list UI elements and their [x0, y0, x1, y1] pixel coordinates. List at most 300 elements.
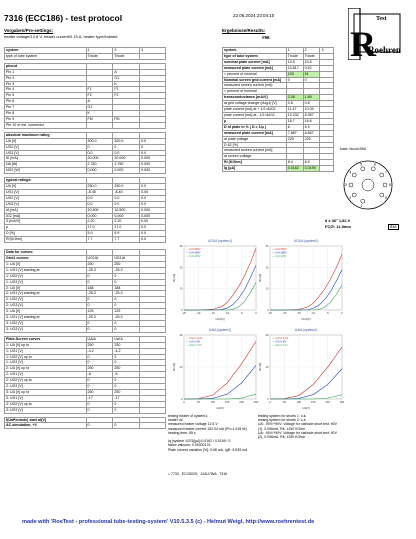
table-cell: 250: [86, 342, 113, 348]
table-cell: 0.0: [140, 201, 166, 207]
table-cell: 3: UG2 [V]: [5, 320, 87, 326]
table-cell: 0.00: [140, 189, 166, 195]
table-cell: pinout: [5, 63, 87, 69]
table-cell: D of plate in % ( D = 1/µ ): [223, 124, 287, 130]
table-cell: Pin 5: [5, 93, 87, 99]
footer-credit: made with 'RoeTest - professional tube-testing-system' V10.5.3.5 (c) - Helmut Weigl, http://www.roehrentest.de: [22, 519, 315, 525]
x-tick-label: -20: [196, 312, 201, 315]
table-cell: UG1 [V]: [5, 150, 87, 156]
table-cell: plate current [mA] at - 1/2 dUG1: [223, 112, 287, 118]
base-pin: [383, 183, 387, 187]
table-cell: 0: [113, 354, 140, 360]
test-datetime: 22.06.2024 23:04:10: [233, 13, 275, 18]
x-axis-label: UA[V]: [216, 406, 224, 410]
x-tick-label: 100: [296, 401, 301, 404]
y-tick-label: 20: [265, 334, 269, 337]
base-pin: [380, 173, 384, 177]
table-cell: 225: [286, 136, 303, 142]
table-cell: 16.8: [303, 118, 320, 124]
table-cell: 3: UG1 [V]: [5, 395, 87, 401]
table-cell: transconductance [mA/V]: [223, 95, 287, 101]
table-cell: at grid voltage change (dUg1) [V]: [223, 101, 287, 107]
table-cell: 3: UG3 [V]: [5, 326, 87, 332]
table-cell: Pin 4: [5, 87, 87, 93]
table-cell: 0.8: [286, 101, 303, 107]
table-cell: 5.9: [303, 124, 320, 130]
x-tick-label: -15: [210, 312, 215, 315]
table-cell: 17.0: [113, 225, 140, 231]
table-cell: UG1IA: [86, 256, 113, 262]
table-cell: -25.3: [86, 267, 113, 273]
table-cell: 0: [113, 279, 140, 285]
table-cell: measured plate current [mA]: [223, 65, 287, 71]
plot-title: UG1IA (system1): [207, 239, 233, 243]
table-cell: 0.00: [140, 219, 166, 225]
table-cell: 0.0162: [286, 166, 303, 172]
table-cell: 0: [86, 384, 113, 390]
table-cell: 250: [113, 342, 140, 348]
x-tick-label: 200: [239, 401, 244, 404]
table-cell: 2: [303, 48, 320, 54]
table-cell: D [%]: [5, 231, 87, 237]
table-cell: 0: [303, 77, 320, 83]
table-cell: A: [113, 69, 140, 75]
y-tick-label: 0: [267, 309, 269, 312]
table-cell: 0.0199: [303, 166, 320, 172]
legend-entry: — UA=250V: [272, 248, 287, 251]
legend-entry: — UA=250V: [186, 248, 201, 251]
table-row: [223, 166, 334, 172]
table-cell: plate current [mA] at + 1/2 dUG1: [223, 107, 287, 113]
table-cell: f(UaPentode) start at[V]: [5, 417, 87, 423]
x-axis-label: UG1[V]: [215, 317, 225, 321]
table-cell: 0: [86, 279, 113, 285]
table-cell: 188: [113, 285, 140, 291]
table-cell: Pin 3: [5, 81, 87, 87]
tube-diameter-text: FC∅: 11,9mm: [325, 224, 351, 229]
table-cell: 125: [113, 309, 140, 315]
base-pin-label: 8: [389, 183, 391, 188]
table-cell: 0: [140, 144, 166, 150]
x-tick-label: 0: [269, 401, 271, 404]
table-cell: Triode: [303, 53, 320, 59]
y-tick-label: 0: [267, 398, 269, 401]
y-tick-label: 20: [179, 334, 183, 337]
table-cell: 0: [113, 423, 140, 429]
table-cell: 2: UG1 [V]: [5, 372, 87, 378]
table-cell: S [mA/V]: [5, 219, 87, 225]
table-cell: 0: [113, 326, 140, 332]
table-cell: Grid1 curves:: [5, 256, 87, 262]
table-cell: 0: [86, 144, 113, 150]
table-cell: 2: UG3 [V]: [5, 303, 87, 309]
table-cell: 8.957: [303, 112, 320, 118]
base-pin-label: 5: [360, 162, 363, 167]
table-cell: 0: [86, 401, 113, 407]
table-cell: absolute maximum rating: [5, 132, 87, 138]
table-cell: F2: [113, 93, 140, 99]
table-cell: -17: [113, 395, 140, 401]
table-cell: UA [V]: [5, 138, 87, 144]
table-cell: -8: [86, 372, 113, 378]
table-cell: 0.000: [140, 156, 166, 162]
table-cell: 0: [113, 401, 140, 407]
base-pin-label: 1: [360, 204, 363, 209]
table-cell: 0: [86, 378, 113, 384]
x-tick-label: -5: [240, 312, 243, 315]
table-cell: [140, 423, 166, 429]
table-cell: NG2 [W]: [5, 168, 87, 174]
table-cell: 5.9: [86, 231, 113, 237]
table-cell: < percent of nominal: [223, 89, 287, 95]
table-cell: 0.8: [303, 101, 320, 107]
table-cell: FM: [113, 116, 140, 122]
plate-curve-plot-system2: [258, 325, 346, 411]
table-cell: 1: UG1 [V] starting at: [5, 267, 87, 273]
table-cell: 250: [86, 389, 113, 395]
table-cell: 0: [113, 273, 140, 279]
table-cell: < percent of nominal: [223, 71, 287, 77]
y-tick-label: 0: [181, 309, 183, 312]
table-cell: 0: [86, 360, 113, 366]
table-cell: 0.0: [140, 231, 166, 237]
table-cell: UG1 [V]: [5, 189, 87, 195]
table-cell: 0.0: [86, 150, 113, 156]
table-cell: system: [223, 48, 287, 54]
table-cell: 10.09: [303, 107, 320, 113]
table-cell: 0: [113, 320, 140, 326]
base-pin-label: 4: [349, 170, 352, 175]
equivalents: = 7730, ECC802S, 12AU7WA, 7316: [168, 472, 228, 476]
legend-entry: — UG1=-8V: [272, 340, 287, 344]
table-cell: UG1IA: [113, 256, 140, 262]
table-cell: 16.7: [286, 118, 303, 124]
table-cell: D 62 [%]: [223, 142, 287, 148]
y-axis-label: IA[mA]: [172, 362, 176, 372]
table-cell: UAIA: [86, 336, 113, 342]
x-tick-label: -20: [282, 312, 287, 315]
y-tick-label: 30: [265, 245, 269, 248]
table-cell: K: [113, 81, 140, 87]
table-cell: 125: [86, 309, 113, 315]
table-cell: at screen voltage: [223, 154, 287, 160]
base-label: base: Noval B9A: [340, 147, 367, 151]
table-cell: 2.06: [286, 95, 303, 101]
table-cell: 2.750: [86, 162, 113, 168]
base-badge: B9A: [390, 225, 397, 229]
table-cell: 1: [286, 48, 303, 54]
table-cell: 20.000: [113, 156, 140, 162]
y-tick-label: 20: [179, 266, 183, 270]
table-cell: system: [5, 48, 87, 54]
table-cell: Plate-Screen curves: [5, 336, 87, 342]
table-cell: 91: [303, 71, 320, 77]
table-cell: 1: UG3 [V]: [5, 279, 87, 285]
y-tick-label: 10: [179, 366, 183, 369]
x-tick-label: 150: [311, 401, 316, 404]
table-row: [5, 423, 166, 429]
table-cell: 2: UA [V]: [5, 285, 87, 291]
presettings-label: Vorgaben/Pre-settings:: [4, 28, 54, 33]
table-cell: 3: UA [V]: [5, 309, 87, 315]
table-cell: 0: [113, 303, 140, 309]
table-cell: 250.0: [113, 184, 140, 190]
y-tick-label: 10: [179, 287, 183, 291]
table-cell: -25.3: [113, 291, 140, 297]
table-cell: 0.0: [113, 150, 140, 156]
table-cell: 3: UA [V] up to: [5, 389, 87, 395]
table-cell: 2: UG2 [V]: [5, 297, 87, 303]
x-tick-label: -25: [268, 312, 272, 315]
base-pin: [352, 173, 356, 177]
table-cell: 5.9: [113, 231, 140, 237]
table-cell: 1.89: [303, 95, 320, 101]
table-cell: Pin 10 or ext. connector: [5, 122, 87, 128]
table-cell: 250: [86, 366, 113, 372]
table-cell: Pin 9: [5, 116, 87, 122]
table-cell: 0.0: [140, 195, 166, 201]
table-cell: 17.0: [86, 225, 113, 231]
base-pin: [352, 193, 356, 197]
roehrentest-logo: [348, 8, 408, 60]
table-cell: 0.000: [86, 168, 113, 174]
table-cell: 1: UG3 [V]: [5, 360, 87, 366]
y-axis-label: IA[mA]: [258, 362, 262, 372]
table-cell: 2: UG3 [V]: [5, 384, 87, 390]
table-cell: 0: [86, 320, 113, 326]
base-pin: [349, 183, 353, 187]
table-cell: Triode: [86, 53, 113, 59]
table-cell: IG2 [mA]: [5, 213, 87, 219]
table-cell: 300.0: [86, 138, 113, 144]
heater-settings: heater voltage/12.6 V, heater current/0.15 A, heater type/indirekt: [4, 34, 118, 39]
table-cell: 0.0: [86, 201, 113, 207]
table-cell: 8.4: [286, 160, 303, 166]
table-cell: 0: [113, 378, 140, 384]
table-cell: 2: UG2 [V] up to: [5, 378, 87, 384]
table-cell: Nominal screen grid current [mA]: [223, 77, 287, 83]
x-tick-label: -25: [182, 312, 186, 315]
table-cell: 10.817: [286, 65, 303, 71]
table-cell: -25.3: [86, 315, 113, 321]
table-cell: 0.0: [140, 184, 166, 190]
table-cell: 0: [86, 354, 113, 360]
results-label: Ergebnisse/Results:: [222, 28, 266, 33]
plate-curve-plot-system1: [172, 325, 260, 411]
legend-entry: — UG1=-4.2V: [186, 337, 203, 340]
grid-curve-plot-system1: [172, 236, 260, 322]
table-cell: Pin 7: [5, 105, 87, 111]
table-cell: F1: [86, 87, 113, 93]
table-cell: -4.2: [86, 348, 113, 354]
table-cell: 103: [286, 71, 303, 77]
table-cell: 7.7: [113, 237, 140, 243]
table-cell: 250: [113, 261, 140, 267]
table-cell: -25.3: [113, 267, 140, 273]
x-tick-label: 250: [253, 401, 259, 404]
table-cell: 10.5: [286, 59, 303, 65]
table-cell: 225: [303, 136, 320, 142]
table-cell: Pin 6: [5, 99, 87, 105]
y-tick-label: 20: [265, 266, 269, 270]
heater-notes: testing heater of system1: heater ok measured heater voltage 12.6 V measured heater current 152.04 mA (Ph=1.916 W) heating time: 65 s Ig (system 1/2/3)[µA]:0.0162 / 0.0199 / 0 faktor vakuum: 0.00000176 Plate current variation [%]: 9.58 mA, IgR: 9.535 mA: [168, 414, 248, 452]
table-cell: IK [mA]: [5, 156, 87, 162]
table-cell: 250.0: [86, 184, 113, 190]
table-cell: 0.0: [86, 195, 113, 201]
table-cell: -8.45: [113, 189, 140, 195]
table-cell: 7.887: [286, 130, 303, 136]
base-pin: [380, 193, 384, 197]
table-cell: 1: [86, 48, 113, 54]
table-cell: Pin 8: [5, 111, 87, 117]
table-cell: 0: [86, 407, 113, 413]
table-cell: 0: [86, 423, 113, 429]
table-cell: UA [V]: [5, 184, 87, 190]
x-tick-label: -10: [225, 312, 230, 315]
table-cell: 0.000: [113, 168, 140, 174]
y-tick-label: 30: [179, 245, 183, 248]
table-cell: 0.000: [140, 213, 166, 219]
table-cell: -25.3: [86, 291, 113, 297]
table-cell: 2.20: [113, 219, 140, 225]
table-cell: 1: UA [V]: [5, 261, 87, 267]
table-cell: 10.5: [303, 59, 320, 65]
table-cell: Triode: [113, 53, 140, 59]
table-cell: G1: [86, 105, 113, 111]
results-table: [222, 47, 334, 172]
table-cell: measured plate current [mA]: [223, 130, 287, 136]
y-tick-label: 10: [265, 366, 269, 369]
table-cell: 0: [113, 360, 140, 366]
grid-curve-plot-system2: [258, 236, 346, 322]
table-cell: UG3 [V]: [5, 201, 87, 207]
table-cell: 1: UA [V] up to: [5, 342, 87, 348]
table-cell: 0.0: [113, 201, 140, 207]
table-cell: UG2 [V]: [5, 144, 87, 150]
legend-entry: — UA=188V: [186, 251, 201, 255]
logo-small-text: Test: [376, 16, 387, 22]
table-cell: 0: [113, 144, 140, 150]
x-tick-label: -5: [326, 312, 329, 315]
table-cell: 9.52: [303, 65, 320, 71]
table-cell: FM: [86, 116, 113, 122]
base-pin-label: 9: [384, 196, 387, 201]
legend-entry: — UA=188V: [272, 251, 287, 255]
table-cell: 0: [113, 384, 140, 390]
table-cell: 2: UA [V] up to: [5, 366, 87, 372]
base-pin-label: 3: [345, 183, 347, 188]
table-cell: µ: [5, 225, 87, 231]
table-cell: Data for curves:: [5, 250, 87, 256]
table-cell: 0: [86, 303, 113, 309]
table-cell: 0: [86, 297, 113, 303]
table-cell: 0: [86, 273, 113, 279]
x-tick-label: 150: [225, 401, 230, 404]
table-cell: measured screen current [mA]: [223, 83, 287, 89]
table-cell: 3: UG3 [V]: [5, 407, 87, 413]
table-cell: G1: [113, 75, 140, 81]
base-pinout-diagram: [338, 155, 398, 215]
table-cell: 0.0: [140, 138, 166, 144]
table-cell: 3: UG1 [V] starting at: [5, 315, 87, 321]
table-cell: 2: [113, 48, 140, 54]
table-cell: 1: UG1 [V]: [5, 348, 87, 354]
x-tick-label: 50: [282, 401, 286, 404]
plot-title: UAIA (system1): [208, 328, 232, 332]
table-cell: nominal plate current [mA]: [223, 59, 287, 65]
table-cell: [320, 166, 334, 172]
table-cell: µ: [223, 118, 287, 124]
svg-text:R: R: [350, 24, 376, 60]
table-cell: 0: [86, 326, 113, 332]
table-cell: 3: [140, 48, 166, 54]
table-cell: 1: UG2 [V] up to: [5, 354, 87, 360]
x-axis-label: UG1[V]: [301, 317, 311, 321]
table-cell: 20.000: [86, 156, 113, 162]
legend-entry: — UG1=-17V: [186, 343, 202, 347]
table-cell: IA [mA]: [5, 207, 87, 213]
x-tick-label: 200: [325, 401, 330, 404]
plot-title: UG1IA (system2): [293, 239, 319, 243]
table-cell: F1: [113, 87, 140, 93]
table-cell: NA [W]: [5, 162, 87, 168]
table-cell: 6.867: [303, 130, 320, 136]
table-cell: Pin 1: [5, 69, 87, 75]
table-cell: Ig [µA]: [223, 166, 287, 172]
base-pin-label: 7: [384, 170, 387, 175]
settings-table: [4, 47, 166, 429]
table-cell: -4.2: [113, 348, 140, 354]
table-cell: F2: [86, 93, 113, 99]
x-tick-label: 50: [196, 401, 200, 404]
table-cell: -8: [113, 372, 140, 378]
table-cell: 0.0: [140, 150, 166, 156]
table-cell: typical ratings:: [5, 178, 87, 184]
x-tick-label: 100: [210, 401, 215, 404]
table-cell: 0.000: [140, 162, 166, 168]
table-cell: 250: [113, 366, 140, 372]
y-tick-label: 0: [181, 398, 183, 401]
table-cell: 10.500: [113, 207, 140, 213]
shorts-notes: testing system for shorts 1: o.k. testing system for shorts 2: o.k. UA: -90V/+90V: Voltage for cathode short test: 90V (1), 0.096mA, Rk: 1290 KOhm UA: -90V/+90V: Voltage for cathode short test: 90V (2), 0.096mA, Rk: 1290 KOhm: [258, 414, 337, 440]
table-cell: 0.0: [140, 237, 166, 243]
base-pin-label: 2: [349, 196, 352, 201]
table-cell: 0.000: [86, 213, 113, 219]
table-cell: 2: UG1 [V] starting at: [5, 291, 87, 297]
base-pin: [361, 199, 365, 203]
table-cell: 10.500: [86, 207, 113, 213]
base-pin: [361, 167, 365, 171]
table-cell: Ri [kOhm]: [5, 237, 87, 243]
y-axis-label: IA[mA]: [172, 273, 176, 283]
table-cell: 0.0: [140, 225, 166, 231]
table-cell: 2.20: [86, 219, 113, 225]
tube-size-text: 8 x 36° 1,82 ¥: [325, 218, 350, 223]
table-cell: -17: [86, 395, 113, 401]
base-pin-label: 6: [373, 162, 376, 167]
table-cell: 7.7: [86, 237, 113, 243]
table-cell: UAIA: [113, 336, 140, 342]
table-cell: 11.47: [286, 107, 303, 113]
table-cell: 188: [86, 285, 113, 291]
table-cell: 0.0: [113, 195, 140, 201]
table-cell: 10.232: [286, 112, 303, 118]
table-cell: 250: [113, 389, 140, 395]
legend-entry: — UA=125V: [272, 254, 287, 258]
table-cell: 0: [113, 407, 140, 413]
table-cell: K: [86, 111, 113, 117]
serial-number: #96: [262, 35, 270, 40]
